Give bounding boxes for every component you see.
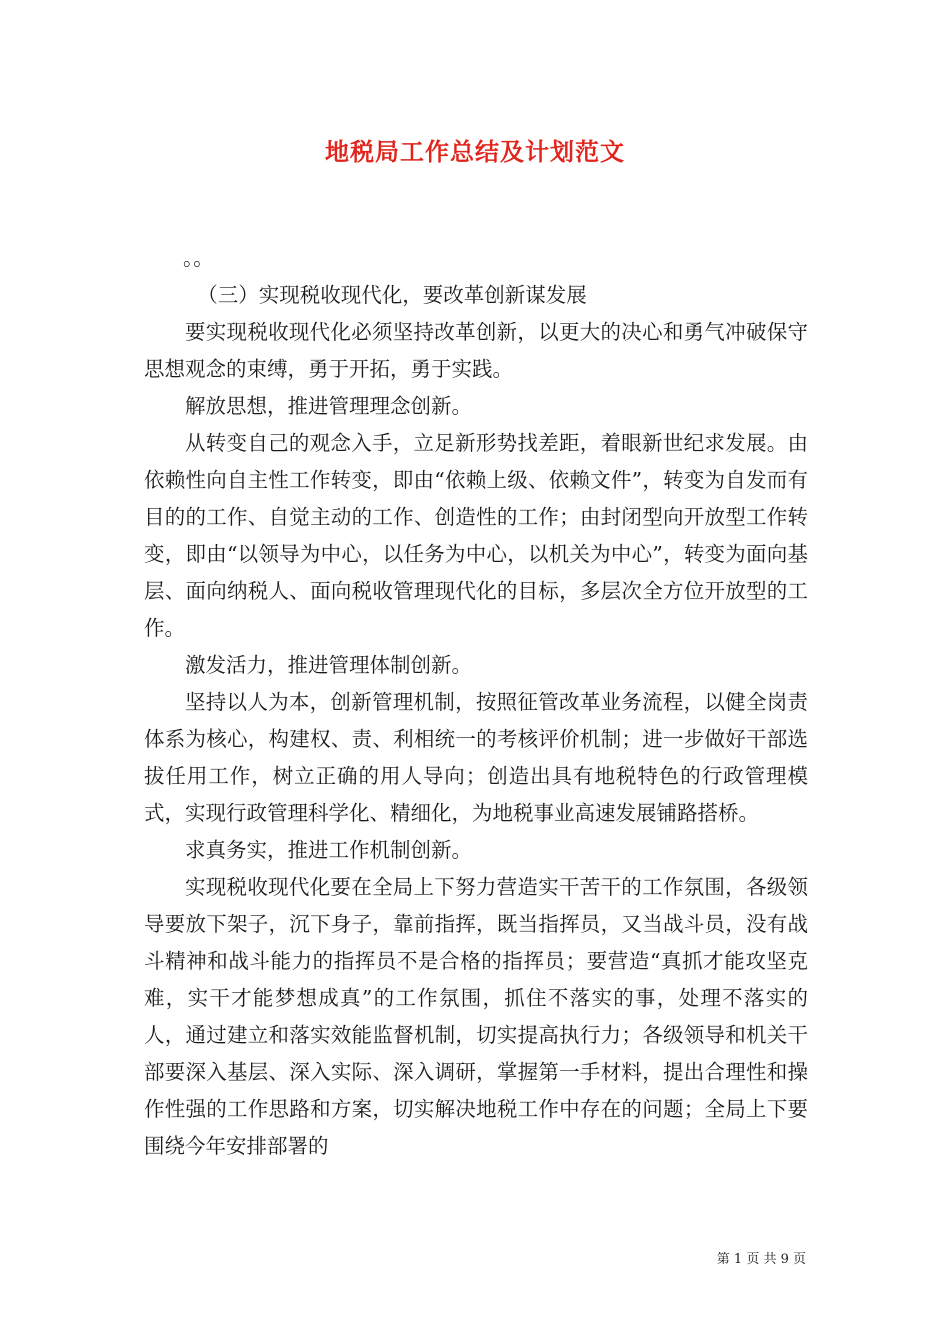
paragraph: 要实现税收现代化必须坚持改革创新，以更大的决心和勇气冲破保守思想观念的束缚，勇于开拓，勇于实践。	[144, 320, 808, 381]
paragraph-subheading: 激发活力，推进管理体制创新。	[185, 653, 472, 677]
paragraph: 实现税收现代化要在全局上下努力营造实干苦干的工作氛围，各级领导要放下架子，沉下身子，靠前指挥，既当指挥员，又当战斗员，没有战斗精神和战斗能力的指挥员不是合格的指挥员；要营造“真抓才能攻坚克难，实干才能梦想成真”的工作氛围，抓住不落实的事，处理不落实的人，通过建立和落实效能监督机制，切实提高执行力；各级领导和机关干部要深入基层、深入实际、深入调研，掌握第一手材料，提出合理性和操作性强的工作思路和方案，切实解决地税工作中存在的问题；全局上下要围绕今年安排部署的	[144, 875, 808, 1158]
page-number: 第 1 页 共 9 页	[716, 1252, 806, 1267]
paragraph-subheading: 解放思想，推进管理理念创新。	[185, 394, 472, 418]
paragraph-intro: 。。	[182, 246, 214, 270]
document-title: 地税局工作总结及计划范文	[325, 137, 625, 166]
paragraph: 从转变自己的观念入手，立足新形势找差距，着眼新世纪求发展。由依赖性向自主性工作转变，即由“依赖上级、依赖文件”，转变为自发而有目的的工作、自觉主动的工作、创造性的工作；由封闭型向开放型工作转变，即由“以领导为中心，以任务为中心，以机关为中心”，转变为面向基层、面向纳税人、面向税收管理现代化的目标，多层次全方位开放型的工作。	[144, 431, 808, 640]
document-body	[144, 240, 808, 1165]
paragraph-subheading: 求真务实，推进工作机制创新。	[185, 838, 472, 862]
paragraph: 坚持以人为本，创新管理机制，按照征管改革业务流程，以健全岗责体系为核心，构建权、责、利相统一的考核评价机制；进一步做好干部选拔任用工作，树立正确的用人导向；创造出具有地税特色的行政管理模式，实现行政管理科学化、精细化，为地税事业高速发展铺路搭桥。	[144, 690, 808, 825]
section-heading: （三）实现税收现代化，要改革创新谋发展	[197, 283, 587, 307]
